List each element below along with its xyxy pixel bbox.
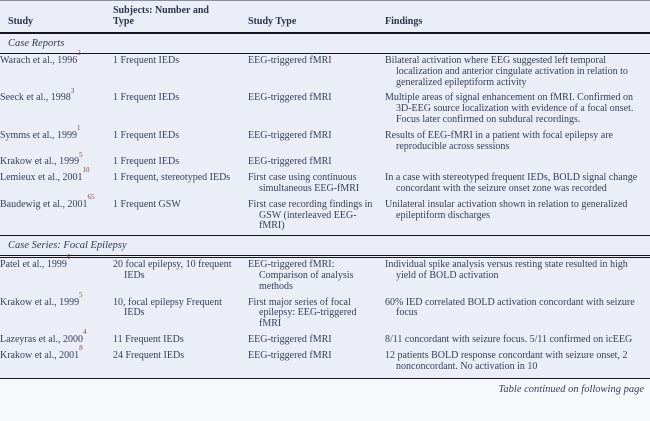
study-citation: Krakow et al., 1999 bbox=[0, 296, 80, 308]
subjects-cell bbox=[113, 54, 248, 92]
study-citation: Lemieux et al., 2001 bbox=[0, 172, 83, 184]
findings-cell bbox=[385, 171, 650, 198]
subjects-text: 1 Frequent GSW bbox=[113, 198, 181, 210]
study-cell bbox=[0, 86, 113, 128]
table-row bbox=[0, 155, 650, 171]
study-cell bbox=[0, 253, 113, 296]
findings-text: Individual spike analysis versus resting state resulted in high yield of BOLD activation bbox=[385, 259, 628, 281]
study-type-cell bbox=[248, 198, 385, 236]
table-continuation-note: Table continued on following page bbox=[0, 379, 650, 396]
subjects-cell bbox=[113, 129, 248, 156]
study-type-cell bbox=[248, 91, 385, 128]
section-header-row bbox=[0, 33, 650, 54]
subjects-text: 11 Frequent IEDs bbox=[113, 333, 184, 345]
findings-cell bbox=[385, 91, 650, 128]
subjects-cell bbox=[113, 171, 248, 198]
reference-superscript: 4 bbox=[83, 328, 87, 337]
study-citation: Patel et al., 1999 bbox=[0, 259, 67, 271]
findings-cell bbox=[385, 129, 650, 156]
table-row bbox=[0, 129, 650, 156]
study-citation: Symms et al., 1999 bbox=[0, 129, 77, 141]
subjects-cell bbox=[113, 296, 248, 333]
subjects-text: 1 Frequent IEDs bbox=[113, 55, 180, 66]
subjects-text: 24 Frequent IEDs bbox=[113, 349, 185, 361]
study-cell bbox=[0, 123, 113, 156]
study-cell bbox=[0, 328, 113, 349]
subjects-cell bbox=[113, 349, 248, 379]
column-header-study: Study bbox=[0, 1, 113, 34]
findings-cell bbox=[385, 257, 650, 296]
table-row bbox=[0, 349, 650, 379]
subjects-text: 1 Frequent, stereotyped IEDs bbox=[113, 172, 231, 184]
findings-text: Unilateral insular activation shown in relation to generalized epileptiform discharges bbox=[385, 198, 628, 221]
study-type-text: EEG-triggered fMRI bbox=[248, 333, 332, 345]
study-type-cell bbox=[248, 296, 385, 333]
study-type-text: EEG-triggered fMRI bbox=[248, 129, 332, 141]
findings-cell bbox=[385, 54, 650, 92]
study-type-cell bbox=[248, 333, 385, 349]
study-cell bbox=[0, 290, 113, 333]
study-type-text: EEG-triggered fMRI bbox=[248, 349, 332, 361]
table-row bbox=[0, 91, 650, 128]
subjects-text: 1 Frequent IEDs bbox=[113, 92, 180, 104]
column-header-subjects-label: Subjects: Number and Type bbox=[113, 5, 209, 27]
study-cell bbox=[0, 166, 113, 198]
findings-text: Bilateral activation where EEG suggested left temporal localization and anterior cingulate activation in relation to generalized epileptiform activity bbox=[385, 55, 628, 88]
column-header-study-type: Study Type bbox=[248, 1, 385, 34]
table-row bbox=[0, 296, 650, 333]
table-header bbox=[0, 1, 650, 34]
section-title: Case Reports bbox=[8, 38, 65, 49]
table-row bbox=[0, 171, 650, 198]
table-row bbox=[0, 198, 650, 236]
column-header-subjects bbox=[113, 1, 248, 34]
column-header-findings: Findings bbox=[385, 1, 650, 34]
study-cell bbox=[0, 343, 113, 379]
subjects-cell bbox=[113, 333, 248, 349]
study-type-cell bbox=[248, 171, 385, 198]
reference-superscript: 5 bbox=[79, 290, 83, 299]
study-type-text: EEG-triggered fMRI: Comparison of analysis methods bbox=[248, 259, 354, 292]
reference-superscript: 5 bbox=[79, 150, 83, 159]
study-cell bbox=[0, 150, 113, 171]
reference-superscript: 3 bbox=[70, 86, 75, 95]
findings-text: 8/11 concordant with seizure focus. 5/11 confirmed on icEEG bbox=[385, 333, 633, 345]
subjects-cell bbox=[113, 155, 248, 171]
study-type-text: First case recording findings in GSW (interleaved EEG-fMRI) bbox=[248, 198, 373, 232]
findings-cell bbox=[385, 349, 650, 379]
subjects-cell bbox=[113, 91, 248, 128]
table-row bbox=[0, 257, 650, 296]
subjects-cell bbox=[113, 198, 248, 236]
study-citation: Krakow et al., 2001 bbox=[0, 349, 80, 361]
findings-cell bbox=[385, 296, 650, 333]
findings-text: Results of EEG-fMRI in a patient with focal epilepsy are reproducible across sessions bbox=[385, 129, 613, 152]
study-type-text: EEG-triggered fMRI bbox=[248, 55, 332, 66]
study-citation: Warach et al., 1996 bbox=[0, 55, 78, 66]
reference-superscript: 8 bbox=[79, 343, 83, 352]
study-type-cell bbox=[248, 257, 385, 296]
findings-text: Multiple areas of signal enhancement on fMRI. Confirmed on 3D-EEG source localization with evidence of a focal onset. Focus later confirmed on subdural recordings. bbox=[385, 92, 634, 125]
reference-superscript: 65 bbox=[87, 192, 95, 201]
section-title: Case Series: Focal Epilepsy bbox=[8, 240, 127, 252]
findings-text: 12 patients BOLD response concordant with seizure onset, 2 nonconcordant. No activation in 10 bbox=[385, 349, 628, 372]
subjects-cell bbox=[113, 257, 248, 296]
study-type-cell bbox=[248, 349, 385, 379]
study-type-cell bbox=[248, 54, 385, 92]
table-row bbox=[0, 54, 650, 92]
study-cell bbox=[0, 49, 113, 92]
subjects-text: 10, focal epilepsy Frequent IEDs bbox=[113, 296, 222, 319]
table-row bbox=[0, 333, 650, 349]
study-cell bbox=[0, 192, 113, 236]
section-header-row bbox=[0, 236, 650, 257]
findings-cell bbox=[385, 198, 650, 236]
study-citation: Baudewig et al., 2001 bbox=[0, 198, 88, 210]
findings-text: In a case with stereotyped frequent IEDs, BOLD signal change concordant with the seizure onset zone was recorded bbox=[385, 172, 638, 194]
study-citation: Seeck et al., 1998 bbox=[0, 92, 71, 104]
findings-cell bbox=[385, 155, 650, 171]
study-type-text: First case using continuous simultaneous EEG-fMRI bbox=[248, 172, 360, 194]
study-type-text: EEG-triggered fMRI bbox=[248, 156, 332, 168]
study-citation: Lazeyras et al., 2000 bbox=[0, 333, 84, 345]
reference-superscript: 6 bbox=[66, 253, 71, 262]
subjects-text: 1 Frequent IEDs bbox=[113, 156, 180, 168]
study-type-text: First major series of focal epilepsy: EEG-triggered fMRI bbox=[248, 296, 357, 330]
reference-superscript: 1 bbox=[76, 123, 81, 132]
reference-superscript: 10 bbox=[82, 166, 90, 175]
study-citation: Krakow et al., 1999 bbox=[0, 156, 80, 168]
subjects-text: 1 Frequent IEDs bbox=[113, 129, 180, 141]
study-type-cell bbox=[248, 129, 385, 156]
study-type-cell bbox=[248, 155, 385, 171]
study-type-text: EEG-triggered fMRI bbox=[248, 92, 332, 104]
subjects-text: 20 focal epilepsy, 10 frequent IEDs bbox=[113, 259, 232, 281]
findings-text: 60% IED correlated BOLD activation concordant with seizure focus bbox=[385, 296, 635, 319]
findings-cell bbox=[385, 333, 650, 349]
reference-superscript: 2 bbox=[77, 49, 81, 58]
